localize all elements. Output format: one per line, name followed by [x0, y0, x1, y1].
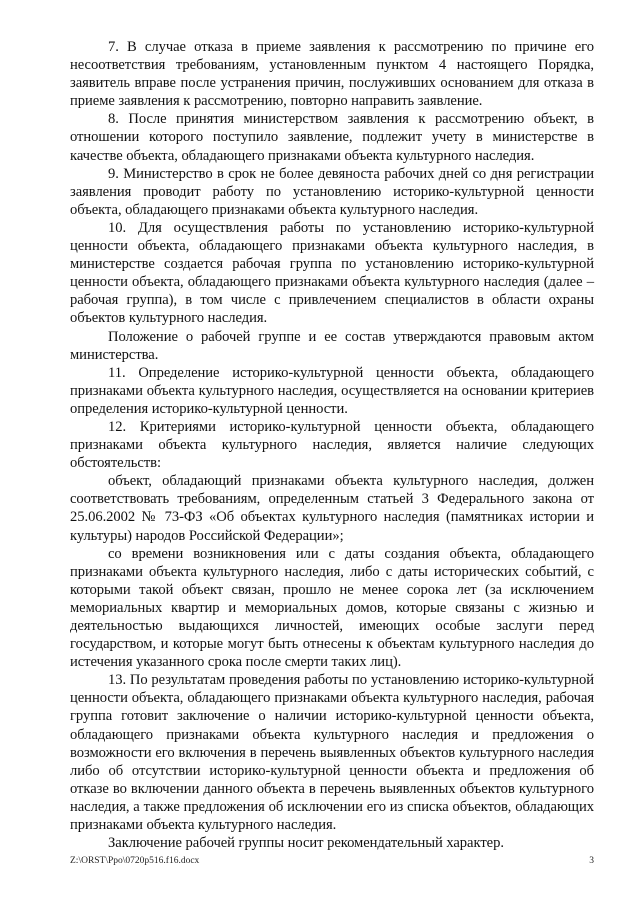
document-page — [70, 38, 594, 852]
footer-file-path: Z:\ORST\Ppo\0720p516.f16.docx — [70, 856, 200, 866]
paragraph-conclusion-advisory: Заключение рабочей группы носит рекомендательный характер. — [108, 835, 504, 852]
paragraph-criterion-forty-years: со времени возникновения или с даты создания объекта, обладающего признаками объекта культурного наследия, либо с даты исторических событий, с которыми такой объект связан, прошло не менее сорока лет (за исключением мемориальных квартир и мемориальных домов, которые связаны с жизнью и деятельностью выдающихся личностей, имеющих особые заслуги перед государством, и которые могут быть отнесены к объектам культурного наследия до истечения указанного срока после смерти таких лиц). — [70, 545, 594, 671]
footer-page-number: 3 — [589, 856, 594, 866]
paragraph-item-7: 7. В случае отказа в приеме заявления к рассмотрению по причине его несоответствия требованиям, установленным пунктом 4 настоящего Порядка, заявитель вправе после устранения причин, послуживших основанием для отказа в приеме заявления к рассмотрению, повторно направить заявление. — [70, 39, 594, 110]
paragraph-item-11: 11. Определение историко-культурной ценности объекта, обладающего признаками объекта культурного наследия, осуществляется на основании критериев определения историко-культурной ценности. — [70, 364, 594, 417]
paragraph-item-9: 9. Министерство в срок не более девяноста рабочих дней со дня регистрации заявления проводит работу по установлению историко-культурной ценности объекта, обладающего признаками объекта культурного наследия. — [70, 165, 594, 218]
paragraph-item-12: 12. Критериями историко-культурной ценности объекта, обладающего признаками объекта культурного наследия, является наличие следующих обстоятельств: — [70, 418, 594, 472]
paragraph-item-13: 13. По результатам проведения работы по установлению историко-культурной ценности объекта, обладающего признаками объекта культурного наследия, рабочая группа готовит заключение о наличии историко-культурной ценности объекта, обладающего признаками объекта культурного наследия и предложения о возможности его включения в перечень выявленных объектов культурного наследия либо об отсутствии историко-культурной ценности объекта и предложения об отказе во включении данного объекта в перечень выявленных объектов культурного наследия, а также предложения об исключении его из списка объектов, обладающих признаками объекта культурного наследия. — [70, 672, 594, 834]
paragraph-item-8: 8. После принятия министерством заявления к рассмотрению объект, в отношении которого поступило заявление, подлежит учету в министерстве в качестве объекта, обладающего признаками объекта культурного наследия. — [70, 111, 594, 164]
paragraph-working-group-regulation: Положение о рабочей группе и ее состав утверждаются правовым актом министерства. — [70, 328, 594, 363]
paragraph-criterion-federal-law: объект, обладающий признаками объекта культурного наследия, должен соответствовать требованиям, определенным статьей 3 Федерального закона от 25.06.2002 № 73-ФЗ «Об объектах культурного наследия (памятниках истории и культуры) народов Российской Федерации»; — [70, 473, 594, 544]
paragraph-item-10: 10. Для осуществления работы по установлению историко-культурной ценности объекта, обладающего признаками объекта культурного наследия, в министерстве создается рабочая группа по установлению историко-культурной ценности объекта, обладающего признаками объекта культурного наследия (далее – рабочая группа), в том числе с привлечением специалистов в области охраны объектов культурного наследия. — [70, 219, 594, 327]
